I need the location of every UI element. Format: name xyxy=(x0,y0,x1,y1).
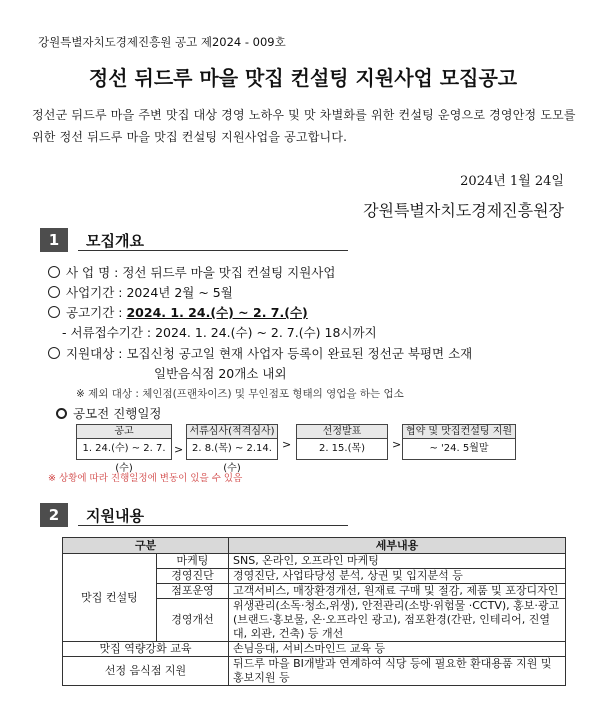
section-1-header xyxy=(40,228,530,252)
schedule-title: 공모전 진행일정 xyxy=(56,404,162,424)
exclusion-note: ※ 제외 대상 : 체인점(프랜차이즈) 및 무인점포 형태의 영업을 하는 업소 xyxy=(76,388,404,400)
support-content-table xyxy=(62,537,566,686)
overview-target-cont: 일반음식점 20개소 내외 xyxy=(154,366,287,381)
circle-bullet-icon xyxy=(56,408,67,419)
table-cell-detail: 경영진단, 사업타당성 분석, 상권 및 입지분석 등 xyxy=(229,569,566,584)
overview-item-period: 사업기간 : 2024년 2월 ~ 5월 xyxy=(48,283,233,303)
table-cell-sub: 마케팅 xyxy=(157,554,229,569)
table-cell-detail: 손님응대, 서비스마인드 교육 등 xyxy=(229,642,566,657)
table-cell-sub: 점포운영 xyxy=(157,584,229,599)
schedule-step-3: 선정발표 2. 15.(목) xyxy=(296,424,388,460)
table-cell-detail: 위생관리(소독·청소,위생), 안전관리(소방·위험물 ·CCTV), 홍보·광고(브랜드·홍보물, 온·오프라인 광고), 점포환경(간판, 인테리어, 진열대, 외관, 건축) 등 개선 xyxy=(229,599,566,642)
table-cell-detail: SNS, 온라인, 오프라인 마케팅 xyxy=(229,554,566,569)
arrow-icon: > xyxy=(282,438,292,451)
table-header-category: 구분 xyxy=(63,538,229,554)
page-title: 정선 뒤드루 마을 맛집 컨설팅 지원사업 모집공고 xyxy=(88,66,518,90)
table-row xyxy=(63,554,566,569)
section-title: 지원내용 xyxy=(86,507,144,525)
table-row xyxy=(63,642,566,657)
intro-paragraph: 정선군 뒤드루 마을 주변 맛집 대상 경영 노하우 및 맛 차별화를 위한 컨설팅 운영으로 경영안정 도모를 위한 정선 뒤드루 마을 맛집 컨설팅 지원사업을 공고합니다. xyxy=(32,108,576,144)
table-cell-group: 선정 음식점 지원 xyxy=(63,657,229,686)
table-cell-group: 맛집 역량강화 교육 xyxy=(63,642,229,657)
table-cell-detail: 고객서비스, 매장환경개선, 원재료 구매 및 절감, 제품 및 포장디자인 xyxy=(229,584,566,599)
section-2-header xyxy=(40,503,530,527)
overview-item-name: 사 업 명 : 정선 뒤드루 마을 맛집 컨설팅 지원사업 xyxy=(48,263,335,283)
section-title: 모집개요 xyxy=(86,232,144,250)
table-header-detail: 세부내용 xyxy=(229,538,566,554)
table-header-row xyxy=(63,538,566,554)
overview-item-notice-period: 공고기간 : 2024. 1. 24.(수) ~ 2. 7.(수) xyxy=(48,303,308,323)
schedule-change-note: ※ 상황에 따라 진행일정에 변동이 있을 수 있음 xyxy=(48,473,243,484)
table-cell-group: 맛집 컨설팅 xyxy=(63,554,157,642)
circle-bullet-icon xyxy=(48,347,60,359)
notice-number: 강원특별자치도경제진흥원 공고 제2024 - 009호 xyxy=(38,35,286,49)
section-underline xyxy=(78,525,348,526)
circle-bullet-icon xyxy=(48,306,60,318)
overview-submission-period: - 서류접수기간 : 2024. 1. 24.(수) ~ 2. 7.(수) 18시까지 xyxy=(62,325,377,340)
table-row xyxy=(63,657,566,686)
section-number: 1 xyxy=(40,228,68,252)
notice-date: 2024년 1월 24일 xyxy=(460,174,564,189)
overview-item-target: 지원대상 : 모집신청 공고일 현재 사업자 등록이 완료된 정선군 북평면 소재 xyxy=(48,344,472,364)
schedule-step-1: 공고 1. 24.(수) ~ 2. 7.(수) xyxy=(76,424,172,460)
arrow-icon: > xyxy=(392,438,402,451)
issuing-organization: 강원특별자치도경제진흥원장 xyxy=(363,201,564,220)
section-number: 2 xyxy=(40,503,68,527)
section-underline xyxy=(78,250,348,251)
arrow-icon: > xyxy=(174,443,184,456)
circle-bullet-icon xyxy=(48,266,60,278)
table-cell-sub: 경영개선 xyxy=(157,599,229,642)
schedule-step-2: 서류심사(적격심사) 2. 8.(목) ~ 2.14.(수) xyxy=(186,424,278,460)
schedule-step-4: 협약 및 맛집컨설팅 지원 ~ '24. 5월말 xyxy=(402,424,516,460)
table-cell-sub: 경영진단 xyxy=(157,569,229,584)
circle-bullet-icon xyxy=(48,286,60,298)
table-cell-detail: 뒤드루 마을 BI개발과 연계하여 식당 등에 필요한 환대용품 지원 및 홍보지원 등 xyxy=(229,657,566,686)
